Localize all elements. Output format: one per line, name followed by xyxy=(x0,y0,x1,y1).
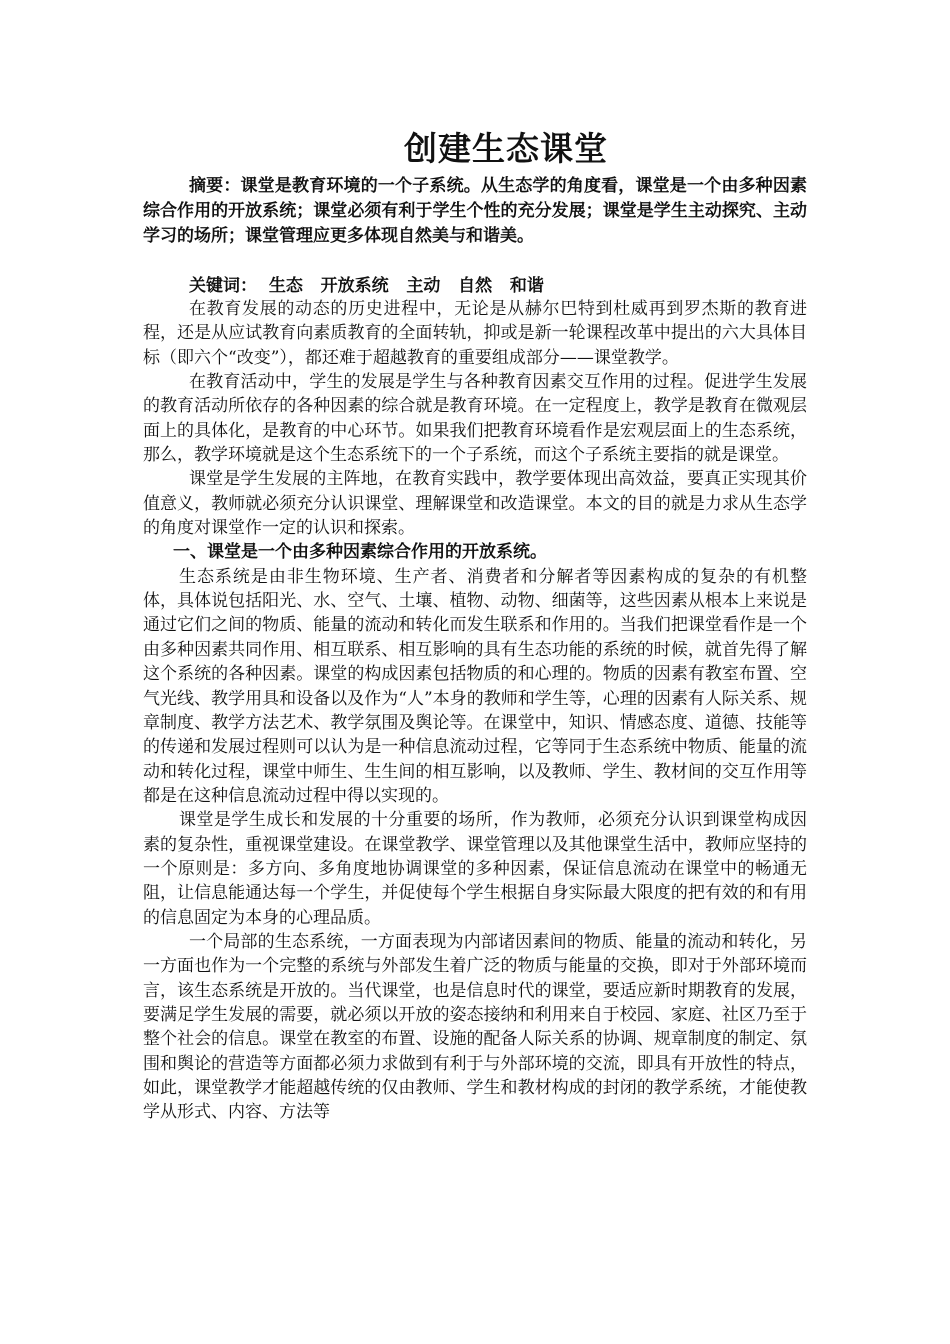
paragraph: 生态系统是由非生物环境、生产者、消费者和分解者等因素构成的复杂的有机整体，具体说包括阳光、水、空气、土壤、植物、动物、细菌等，这些因素从根本上来说是通过它们之间的物质、能量的流动和转化而发生联系和作用的。当我们把课堂看作是一个由多种因素共同作用、相互联系、相互影响的具有生态功能的系统的时候，就首先得了解这个系统的各种因素。课堂的构成因素包括物质的和心理的。物质的因素有教室布置、空气光线、教学用具和设备以及作为“人”本身的教师和学生等，心理的因素有人际关系、规章制度、教学方法艺术、教学氛围及舆论等。在课堂中，知识、情感态度、道德、技能等的传递和发展过程则可以认为是一种信息流动过程，它等同于生态系统中物质、能量的流动和转化过程，课堂中师生、生生间的相互影响，以及教师、学生、教材间的交互作用等都是在这种信息流动过程中得以实现的。 xyxy=(143,566,807,806)
body-text xyxy=(143,297,807,1125)
keywords: 关键词： 生态 开放系统 主动 自然 和谐 xyxy=(189,276,544,296)
paragraph: 在教育活动中，学生的发展是学生与各种教育因素交互作用的过程。促进学生发展的教育活动所依存的各种因素的综合就是教育环境。在一定程度上，教学是教育在微观层面上的具体化，是教育的中心环节。如果我们把教育环境看作是宏观层面上的生态系统，那么，教学环境就是这个生态系统下的一个子系统，而这个子系统主要指的就是课堂。 xyxy=(143,372,807,466)
page-title: 创建生态课堂 xyxy=(404,129,608,168)
paragraph: 课堂是学生成长和发展的十分重要的场所，作为教师，必须充分认识到课堂构成因素的复杂性，重视课堂建设。在课堂教学、课堂管理以及其他课堂生活中，教师应坚持的一个原则是：多方向、多角度地协调课堂的多种因素，保证信息流动在课堂中的畅通无阻，让信息能通达每一个学生，并促使每个学生根据自身实际最大限度的把有效的和有用的信息固定为本身的心理品质。 xyxy=(143,810,807,928)
paragraph: 在教育发展的动态的历史进程中，无论是从赫尔巴特到杜威再到罗杰斯的教育进程，还是从应试教育向素质教育的全面转轨，抑或是新一轮课程改革中提出的六大具体目标（即六个“改变”），都还难于超越教育的重要组成部分——课堂教学。 xyxy=(143,299,807,368)
paragraph: 一个局部的生态系统，一方面表现为内部诸因素间的物质、能量的流动和转化，另一方面也作为一个完整的系统与外部发生着广泛的物质与能量的交换，即对于外部环境而言，该生态系统是开放的。当代课堂，也是信息时代的课堂，要适应新时期教育的发展，要满足学生发展的需要，就必须以开放的姿态接纳和利用来自于校园、家庭、社区乃至于整个社会的信息。课堂在教室的布置、设施的配备人际关系的协调、规章制度的制定、氛围和舆论的营造等方面都必须力求做到有利于与外部环境的交流，即具有开放性的特点，如此，课堂教学才能超越传统的仅由教师、学生和教材构成的封闭的教学系统，才能使教学从形式、内容、方法等 xyxy=(143,931,807,1123)
section-heading: 一、课堂是一个由多种因素综合作用的开放系统。 xyxy=(173,542,547,563)
abstract: 摘要：课堂是教育环境的一个子系统。从生态学的角度看，课堂是一个由多种因素综合作用的开放系统；课堂必须有利于学生个性的充分发展；课堂是学生主动探究、主动学习的场所；课堂管理应更多体现自然美与和谐美。 xyxy=(143,176,807,246)
paragraph: 课堂是学生发展的主阵地，在教育实践中，教学要体现出高效益，要真正实现其价值意义，教师就必须充分认识课堂、理解课堂和改造课堂。本文的目的就是力求从生态学的角度对课堂作一定的认识和探索。 xyxy=(143,469,807,539)
